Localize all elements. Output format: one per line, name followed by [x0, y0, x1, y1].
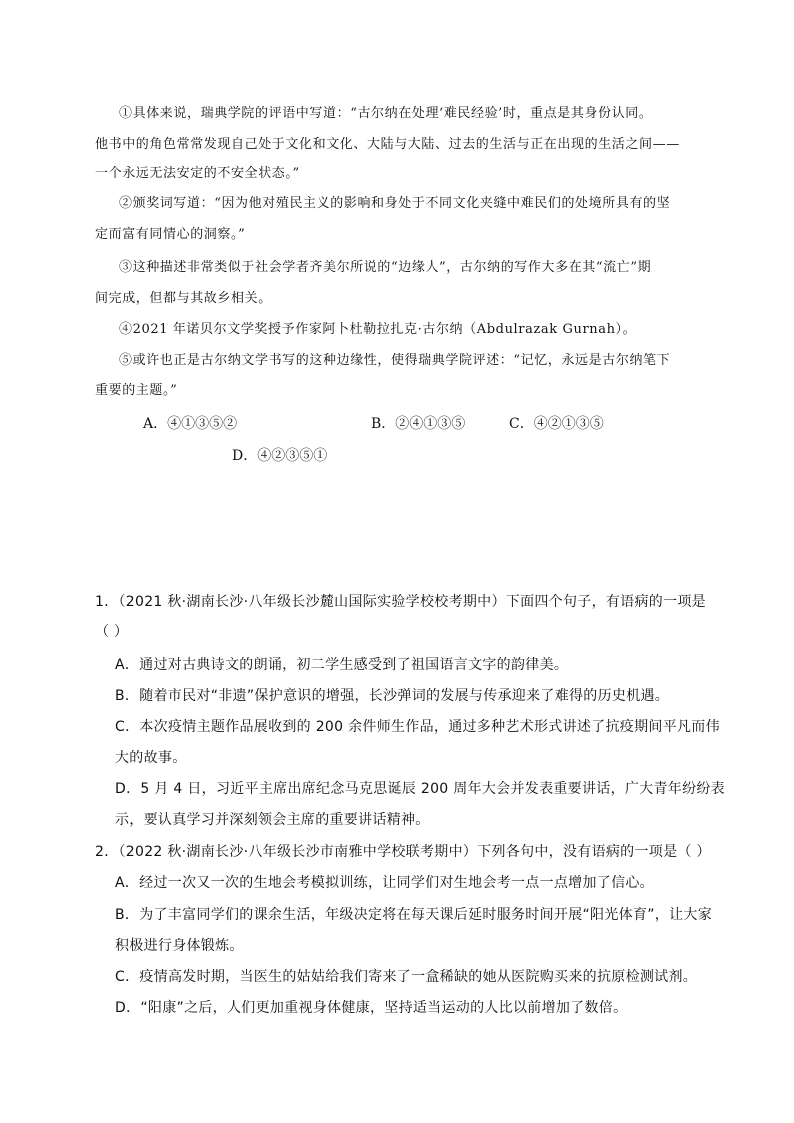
question-2-option-d[interactable]: D．“阳康”之后，人们更加重视身体健康，坚持适当运动的人比以前增加了数倍。: [115, 1000, 628, 1016]
question-1-option-d[interactable]: D．5 月 4 日，习近平主席出席纪念马克思诞辰 200 周年大会并发表重要讲话，广大青年纷纷表: [115, 781, 725, 797]
question-2-option-c[interactable]: C．疫情高发时期，当医生的姑姑给我们寄来了一盒稀缺的她从医院购买来的抗原检测试剂。: [115, 969, 698, 985]
question-2-stem: 2．（2022 秋·湖南长沙·八年级长沙市南雅中学校联考期中）下列各句中，没有语病的一项是（ ）: [95, 844, 711, 860]
question-2-option-a[interactable]: A．经过一次又一次的生地会考模拟训练，让同学们对生地会考一点一点增加了信心。: [115, 875, 654, 891]
sentence-1-line-2: 他书中的角色常常发现自己处于文化和文化、大陆与大陆、过去的生活与正在出现的生活之间——: [95, 137, 680, 152]
sentence-5-line-1: ⑤或许也正是古尔纳文学书写的这种边缘性，使得瑞典学院评述：“记忆，永远是古尔纳笔下: [119, 353, 671, 368]
question-2-option-b[interactable]: B．为了丰富同学们的课余生活，年级决定将在每天课后延时服务时间开展“阳光体育”，让大家: [115, 907, 713, 923]
question-1-stem: 1．（2021 秋·湖南长沙·八年级长沙麓山国际实验学校校考期中）下面四个句子，有语病的一项是: [95, 594, 706, 610]
question-1-option-c[interactable]: C．本次疫情主题作品展收到的 200 余件师生作品，通过多种艺术形式讲述了抗疫期间平凡而伟: [115, 719, 720, 735]
ordering-option-a[interactable]: A．④①③⑤②: [143, 416, 238, 432]
ordering-option-b[interactable]: B．②④①③⑤: [371, 416, 466, 432]
sentence-2-line-2: 定而富有同情心的洞察。”: [95, 227, 246, 242]
sentence-4-line-1: ④2021 年诺贝尔文学奖授予作家阿卜杜勒拉扎克·古尔纳（Abdulrazak Gurnah）。: [119, 322, 637, 337]
question-1-option-d-cont: 示，要认真学习并深刻领会主席的重要讲话精神。: [115, 812, 430, 828]
question-1-option-b[interactable]: B．随着市民对“非遗”保护意识的增强，长沙弹词的发展与传承迎来了难得的历史机遇。: [115, 688, 670, 704]
sentence-3-line-2: 间完成，但都与其故乡相关。: [95, 291, 272, 306]
question-1-blank: （ ）: [95, 624, 129, 640]
sentence-5-line-2: 重要的主题。”: [95, 383, 178, 398]
ordering-option-c[interactable]: C．④②①③⑤: [509, 416, 604, 432]
sentence-1-line-3: 一个永远无法安定的不安全状态。”: [95, 166, 300, 181]
question-1-option-c-cont: 大的故事。: [115, 750, 187, 766]
sentence-2-line-1: ②颁奖词写道：“因为他对殖民主义的影响和身处于不同文化夹缝中难民们的处境所具有的坚: [119, 196, 671, 211]
sentence-1-line-1: ①具体来说，瑞典学院的评语中写道：“古尔纳在处理‘难民经验’时，重点是其身份认同。: [119, 106, 653, 121]
sentence-3-line-1: ③这种描述非常类似于社会学者齐美尔所说的“边缘人”，古尔纳的写作大多在其“流亡”期: [119, 260, 652, 275]
question-1-option-a[interactable]: A．通过对古典诗文的朗诵，初二学生感受到了祖国语言文字的韵律美。: [115, 657, 569, 673]
ordering-option-d[interactable]: D．④②③⑤①: [232, 448, 328, 464]
question-2-option-b-cont: 积极进行身体锻炼。: [115, 938, 244, 954]
